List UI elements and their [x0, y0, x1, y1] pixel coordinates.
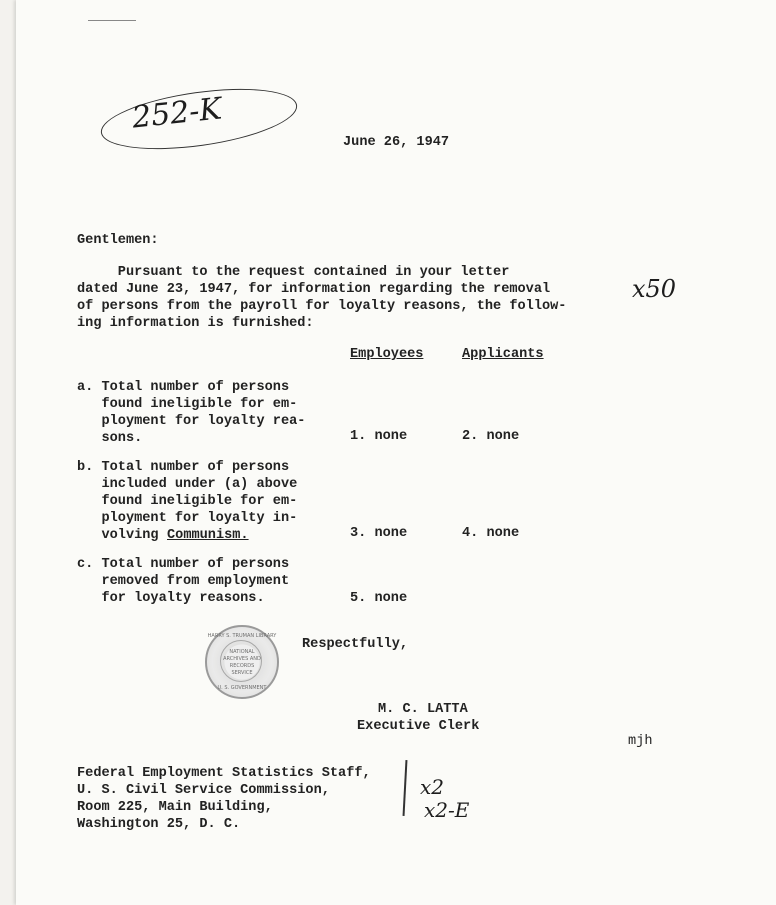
address-line: Federal Employment Statistics Staff,	[77, 766, 371, 781]
stamp-text: ARCHIVES AND	[223, 656, 261, 662]
signature-name: M. C. LATTA	[378, 702, 468, 717]
column-header-employees: Employees	[350, 347, 424, 362]
stamp-text: NATIONAL	[229, 649, 255, 655]
address-line: U. S. Civil Service Commission,	[77, 783, 330, 798]
address-line: Washington 25, D. C.	[77, 817, 241, 832]
item-line: b. Total number of persons	[77, 460, 290, 475]
employees-value: 1. none	[350, 429, 408, 444]
applicants-value: 4. none	[462, 526, 520, 541]
item-line: a. Total number of persons	[77, 380, 290, 395]
file-number: 252-K	[130, 91, 224, 136]
body-line: Pursuant to the request contained in your letter	[77, 265, 510, 280]
body-line: ing information is furnished:	[77, 316, 314, 331]
letter-date: June 26, 1947	[343, 135, 450, 150]
margin-note: x50	[632, 275, 677, 303]
body-line: of persons from the payroll for loyalty reasons, the follow-	[77, 299, 567, 314]
employees-value: 5. none	[350, 591, 408, 606]
item-line: removed from employment	[77, 574, 290, 589]
stamp-text: SERVICE	[231, 670, 253, 676]
applicants-value: 2. none	[462, 429, 520, 444]
closing: Respectfully,	[302, 637, 409, 652]
item-line: included under (a) above	[77, 477, 298, 492]
item-line: ployment for loyalty in-	[77, 511, 298, 526]
item-line: ployment for loyalty rea-	[77, 414, 306, 429]
typist-initials: mjh	[628, 734, 653, 749]
header-mark	[88, 20, 136, 21]
stamp-text: HARRY S. TRUMAN LIBRARY	[207, 633, 277, 639]
item-line: found ineligible for em-	[77, 494, 298, 509]
stamp-text: RECORDS	[229, 663, 255, 669]
address-line: Room 225, Main Building,	[77, 800, 273, 815]
item-line: volving	[77, 528, 167, 543]
body-line: dated June 23, 1947, for information regarding the removal	[77, 282, 551, 297]
handwritten-note: x2-E	[424, 798, 470, 822]
handwritten-note: x2	[420, 775, 445, 799]
employees-value: 3. none	[350, 526, 408, 541]
signature-title: Executive Clerk	[357, 719, 480, 734]
column-header-applicants: Applicants	[462, 347, 544, 362]
item-line: sons.	[77, 431, 143, 446]
stamp-text: U. S. GOVERNMENT	[217, 685, 267, 691]
item-line: found ineligible for em-	[77, 397, 298, 412]
item-line: c. Total number of persons	[77, 557, 290, 572]
underlined-word: Communism.	[167, 528, 249, 543]
item-line: for loyalty reasons.	[77, 591, 265, 606]
salutation: Gentlemen:	[77, 233, 159, 248]
archive-stamp	[205, 625, 279, 699]
